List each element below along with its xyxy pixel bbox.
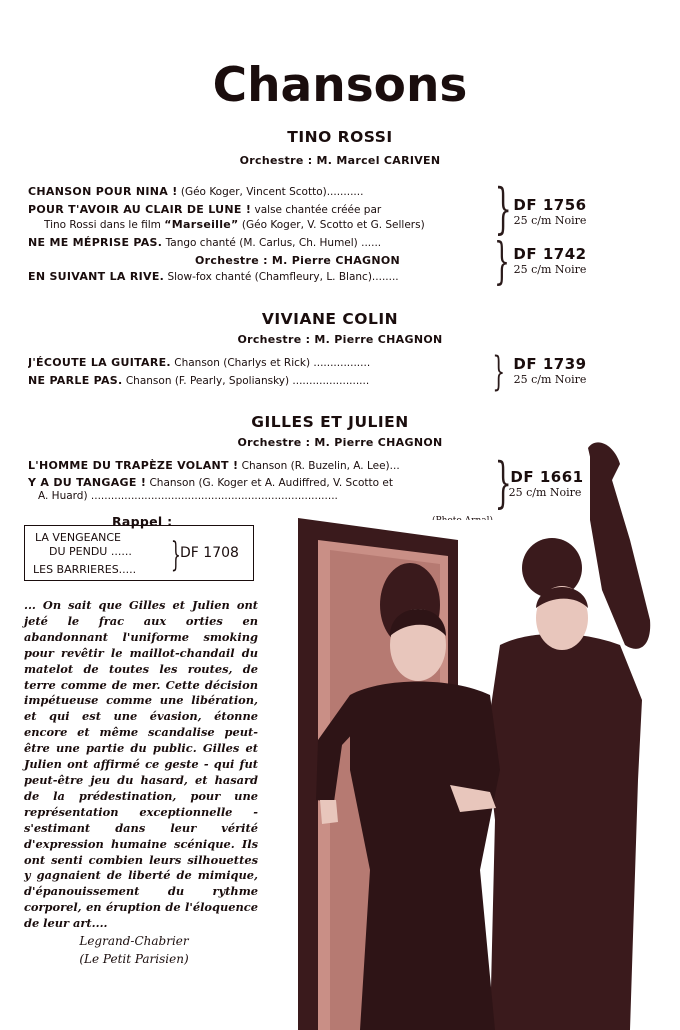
rappel-title-line: DU PENDU ......: [49, 545, 132, 558]
brace: }: [494, 177, 512, 240]
song-line: CHANSON POUR NINA ! (Géo Koger, Vincent Scotto)...........: [28, 185, 364, 198]
orchestra-line: Orchestre : M. Pierre CHAGNON: [237, 333, 443, 346]
artist-heading: TINO ROSSI: [287, 128, 393, 146]
song-line: L'HOMME DU TRAPÈZE VOLANT ! Chanson (R. Buzelin, A. Lee)...: [28, 459, 400, 472]
brace: }: [170, 535, 181, 575]
rappel-label: Rappel :: [112, 514, 173, 529]
catalog-format: 25 c/m Noire: [513, 214, 587, 227]
left-figure-body: [350, 681, 500, 1030]
quote-author: Legrand-Chabrier: [79, 934, 189, 948]
song-line: Tino Rossi dans le film “Marseille” (Géo Koger, V. Scotto et G. Sellers): [44, 218, 425, 231]
brace: }: [492, 349, 506, 395]
brace: }: [494, 451, 512, 514]
catalog-format: 25 c/m Noire: [508, 486, 582, 499]
right-figure-body: [486, 634, 642, 1030]
left-figure-hand: [320, 800, 338, 824]
song-line: NE PARLE PAS. Chanson (F. Pearly, Spoliansky) .......................: [28, 374, 370, 387]
song-line: J'ÉCOUTE LA GUITARE. Chanson (Charlys et Rick) .................: [28, 356, 371, 369]
quote-source: (Le Petit Parisien): [79, 952, 189, 966]
rappel-title-line: LES BARRIERES.....: [33, 563, 137, 576]
song-line: NE ME MÉPRISE PAS. Tango chanté (M. Carlus, Ch. Humel) ......: [28, 236, 382, 249]
catalog-number: DF 1739: [513, 355, 587, 373]
catalog-number: DF 1661: [510, 468, 584, 486]
catalog-format: 25 c/m Noire: [513, 373, 587, 386]
song-line: POUR T'AVOIR AU CLAIR DE LUNE ! valse chantée créée par: [28, 203, 382, 216]
artist-heading: VIVIANE COLIN: [261, 310, 399, 328]
press-quote: ... On sait que Gilles et Julien ont jeté le frac aux orties en abandonnant l'uniforme smoking pour revêtir le maillot-chandail du matelot de toutes les routes, de terre comme de mer. Cette décision impétueuse comme une libération, et qui est une évasion, étonne encore et même scandalise peut-être une partie du public. Gilles et Julien ont affirmé ce geste - qui fut peut-être jeu du hasard, et hasard de la prédestination, pour une représentation exceptionnelle - s'estimant dans leur vérité d'expression humaine scénique. Ils ont senti combien leurs silhouettes y gagnaient de liberté de mimique, d'épanouissement du rythme corporel, en éruption de l'éloquence de leur art....: [24, 598, 258, 931]
song-line: Y A DU TANGAGE ! Chanson (G. Koger et A. Audiffred, V. Scotto et: [28, 476, 393, 489]
song-line: EN SUIVANT LA RIVE. Slow-fox chanté (Chamfleury, L. Blanc)........: [28, 270, 399, 283]
orchestra-line: Orchestre : M. Pierre CHAGNON: [237, 436, 443, 449]
catalog-number: DF 1756: [513, 196, 587, 214]
catalog-number: DF 1742: [513, 245, 587, 263]
brace: }: [493, 232, 510, 290]
orchestra-line: Orchestre : M. Marcel CARIVEN: [239, 154, 441, 167]
rappel-box: [24, 525, 254, 581]
orchestra-line: Orchestre : M. Pierre CHAGNON: [195, 254, 401, 267]
rappel-catalog-number: DF 1708: [180, 545, 239, 561]
artist-heading: GILLES ET JULIEN: [251, 413, 409, 431]
song-line: A. Huard) ..........................................................................: [38, 490, 338, 502]
rappel-title-line: LA VENGEANCE: [35, 531, 121, 544]
catalog-format: 25 c/m Noire: [513, 263, 587, 276]
duo-photograph: [290, 440, 680, 1030]
page-title: Chansons: [212, 58, 468, 113]
